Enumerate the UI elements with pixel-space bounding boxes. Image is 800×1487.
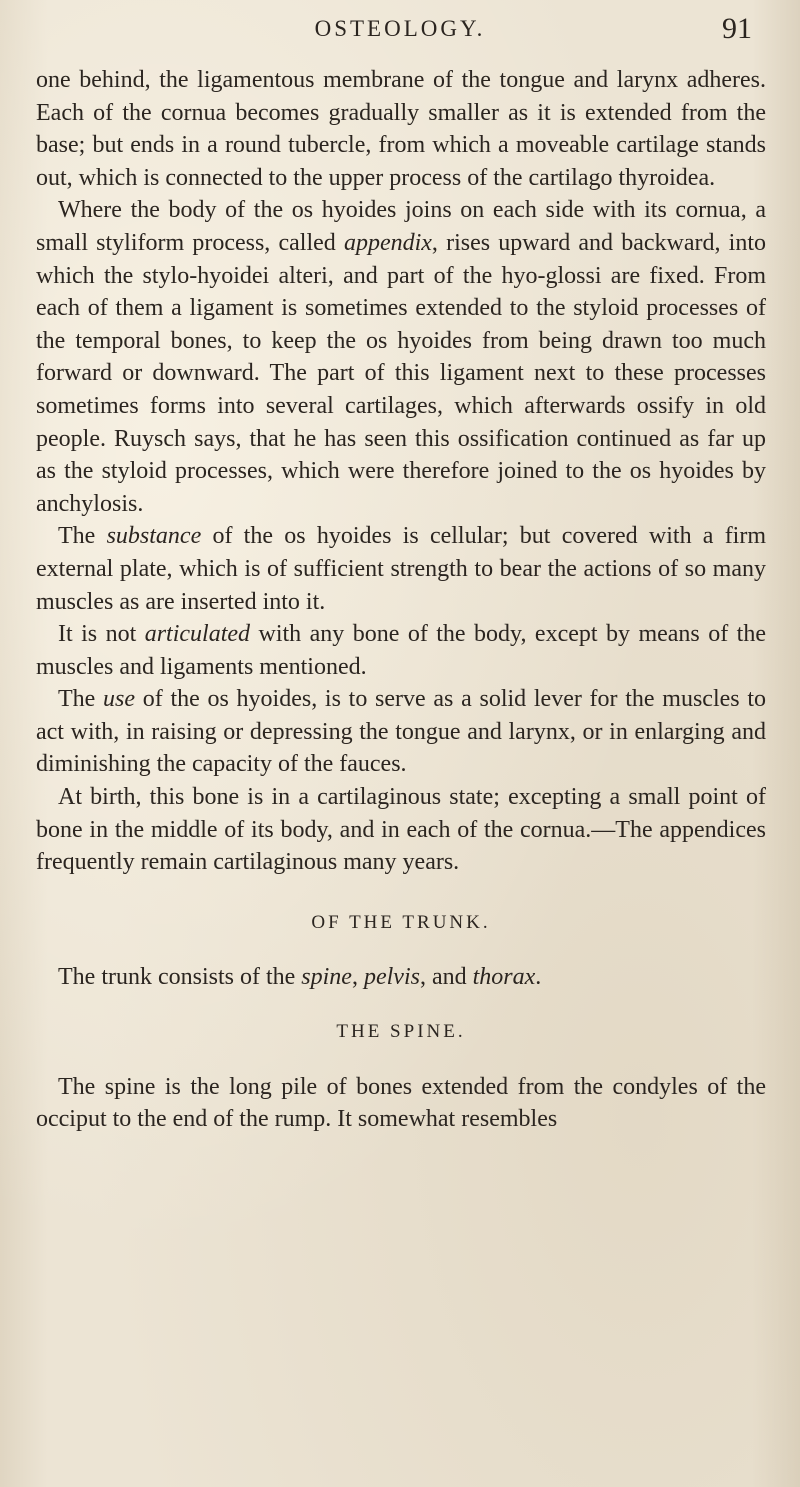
- term-articulated: articulated: [144, 621, 251, 648]
- text-segment: of the os hyoides is cellular; but covered with a firm external plate, which is of sufficient strength to bear the actions of so many muscles as are inserted into it.: [36, 523, 767, 615]
- paragraph-spine: [36, 1071, 766, 1136]
- paragraph-appendix: [36, 194, 766, 520]
- text-segment: The: [58, 523, 107, 550]
- text-segment: It is not: [58, 621, 145, 648]
- section-heading-trunk: OF THE TRUNK.: [311, 911, 491, 933]
- text-segment: .: [535, 964, 542, 991]
- text-segment: , and: [419, 964, 473, 991]
- text-segment: of the os hyoides, is to serve as a solid lever for the muscles to act with, in raising or depressing the tongue and larynx, or in enlarging and diminishing the capacity of the fauces.: [36, 686, 767, 778]
- body-text: [36, 64, 766, 1136]
- text-segment: , rises upward and backward, into which the stylo-hyoidei alteri, and part of the hyo-glossi are fixed. From each of them a ligament is sometimes extended to the styloid processes of the temporal bones, to keep the os hyoides from being drawn too much forward or downward. The part of this ligament next to these processes sometimes forms into several cartilages, which afterwards ossify in old people. Ruysch says, that he has seen this ossification continued as far up as the styloid processes, which were therefore joined to the os hyoides by anchylosis.: [36, 229, 766, 517]
- paragraph-substance: [36, 520, 766, 618]
- paragraph-birth: [36, 781, 766, 879]
- text-segment: The: [58, 686, 104, 713]
- term-spine: spine: [301, 964, 352, 991]
- page-number: 91: [722, 12, 752, 45]
- section-heading-spine: THE SPINE.: [336, 1021, 466, 1043]
- term-use: use: [103, 686, 136, 713]
- paragraph-use: [36, 683, 766, 781]
- term-pelvis: pelvis: [363, 964, 420, 991]
- term-appendix: appendix: [343, 229, 432, 256]
- term-substance: substance: [106, 523, 202, 550]
- paragraph-trunk: [36, 961, 766, 994]
- running-head: [0, 12, 800, 56]
- paragraph-hyoid-cornua: [36, 64, 766, 194]
- term-thorax: thorax: [472, 964, 536, 991]
- running-head-title: OSTEOLOGY.: [314, 16, 486, 41]
- text-segment: The spine is the long pile of bones extended from the condyles of the occiput to the end of the rump. It somewhat resembles: [36, 1073, 766, 1133]
- text-segment: The trunk consists of the: [58, 964, 302, 991]
- text-segment: one behind, the ligamentous membrane of the tongue and larynx adheres. Each of the cornua becomes gradually smaller as it is extended from the base; but ends in a round tubercle, from which a moveable cartilage stands out, which is connected to the upper process of the cartilago thyroidea.: [36, 67, 766, 191]
- text-segment: At birth, this bone is in a cartilaginous state; excepting a small point of bone in the middle of its body, and in each of the cornua.—The appendices frequently remain cartilaginous many years.: [36, 784, 766, 876]
- paragraph-articulation: [36, 618, 766, 683]
- text-segment: Where the body of the os hyoides joins on each side with its cornua, a small styliform process, called: [36, 197, 766, 256]
- text-segment: ,: [351, 964, 364, 991]
- text-segment: with any bone of the body, except by means of the muscles and ligaments mentioned.: [36, 621, 766, 680]
